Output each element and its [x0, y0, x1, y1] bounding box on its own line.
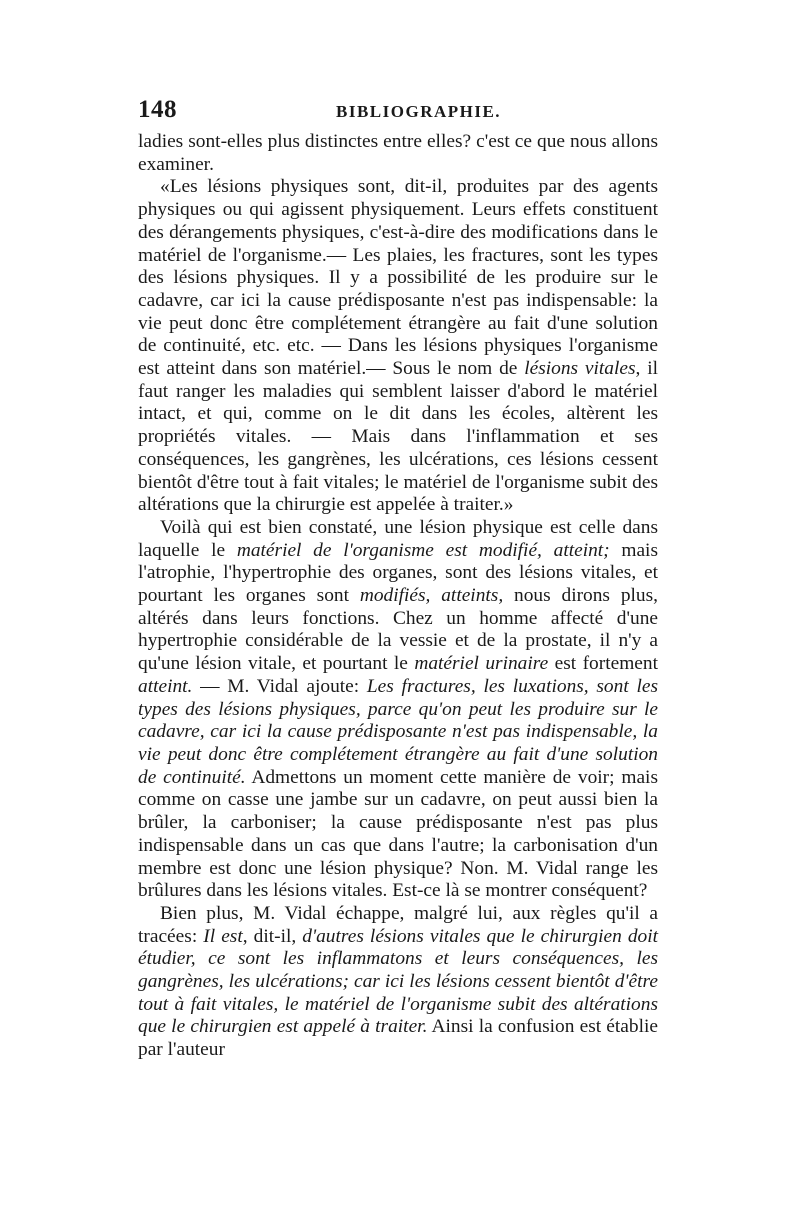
text-run: Bien plus, M. Vidal échappe, malgré lui, aux règles qu'il a tracées:	[138, 902, 658, 947]
paragraph-3	[138, 517, 658, 903]
text-run: , dit-il,	[242, 925, 303, 947]
text-run-italic: matériel de l'organisme est modifié, atteint;	[236, 539, 610, 561]
text-run-italic: matériel urinaire	[414, 653, 549, 675]
text-run-italic: lésions vitales	[524, 358, 636, 380]
text-run: ladies sont-elles plus distinctes entre elles? c'est ce que nous allons examiner.	[138, 131, 658, 175]
text-run: — M. Vidal ajoute:	[192, 675, 367, 697]
text-run-italic: modifiés, atteints,	[359, 585, 504, 607]
text-run: nous dirons plus, altérés dans leurs fonctions. Chez un homme affecté d'une hypertrophie considérable de la vessie et de la prostate, il n'y a qu'une lésion vitale, et pourtant le	[138, 585, 658, 675]
running-title: BIBLIOGRAPHIE.	[336, 102, 502, 121]
text-run: «Les lésions physiques sont, dit-il, produites par des agents physiques ou qui agissent physiquement. Leurs effets constituent des dérangements physiques, c'est-à-dire des modifications dans le matériel de l'organisme.— Les plaies, les fractures, sont les types des lésions physiques. Il y a possibilité de les produire sur le cadavre, car ici la cause prédisposante n'est pas indispensable: la vie peut donc être complétement étrangère au fait d'une solution de continuité, etc. etc. — Dans les lésions physiques l'organisme est atteint dans son matériel.— Sous le nom de	[138, 176, 658, 380]
text-run: Voilà qui est bien constaté, une lésion physique est celle dans laquelle le	[138, 516, 658, 561]
body-text	[138, 131, 658, 1062]
text-run: mais l'atrophie, l'hypertrophie des organes, sont des lésions vitales, et pourtant les organes sont	[138, 539, 658, 607]
text-run-italic: atteint.	[138, 675, 193, 697]
text-run: , il faut ranger les maladies qui semblent laisser d'abord le matériel intact, et qui, comme on le dit dans les écoles, altèrent les propriétés vitales. — Mais dans l'inflammation et ses conséquences, les gangrènes, les ulcérations, ces lésions cessent bientôt d'être tout à fait vitales; le matériel de l'organisme subit des altérations que la chirurgie est appelée à traiter.»	[138, 358, 658, 516]
text-run-italic: Il est	[203, 925, 243, 947]
text-run: est fortement	[548, 653, 658, 675]
text-run: Admettons un moment cette manière de voir; mais comme on casse une jambe sur un cadavre, on peut aussi bien la brûler, la carboniser; la cause prédisposante n'est pas plus indispensable dans un cas que dans l'autre; la carbonisation d'un membre est donc une lésion physique? Non. M. Vidal range les brûlures dans les lésions vitales. Est-ce là se montrer conséquent?	[138, 766, 658, 902]
paragraph-1	[138, 131, 658, 176]
text-run: Ainsi la confusion est établie par l'auteur	[138, 1016, 658, 1061]
text-run-italic: Les fractures, les luxations, sont les types des lésions physiques, parce qu'on peut les produire sur le cadavre, car ici la cause prédisposante n'est pas indispensable, la vie peut donc être complétement étrangère au fait d'une solution de continuité.	[138, 675, 658, 788]
page-number: 148	[138, 96, 177, 123]
paragraph-4	[138, 903, 658, 1062]
paragraph-2	[138, 176, 658, 517]
page-header	[138, 96, 658, 128]
text-run-italic: d'autres lésions vitales que le chirurgien doit étudier, ce sont les inflammatons et leurs conséquences, les gangrènes, les ulcérations; car ici les lésions cessent bientôt d'être tout à fait vitales, le matériel de l'organisme subit des altérations que le chirurgien est appelé à traiter.	[138, 925, 659, 1038]
